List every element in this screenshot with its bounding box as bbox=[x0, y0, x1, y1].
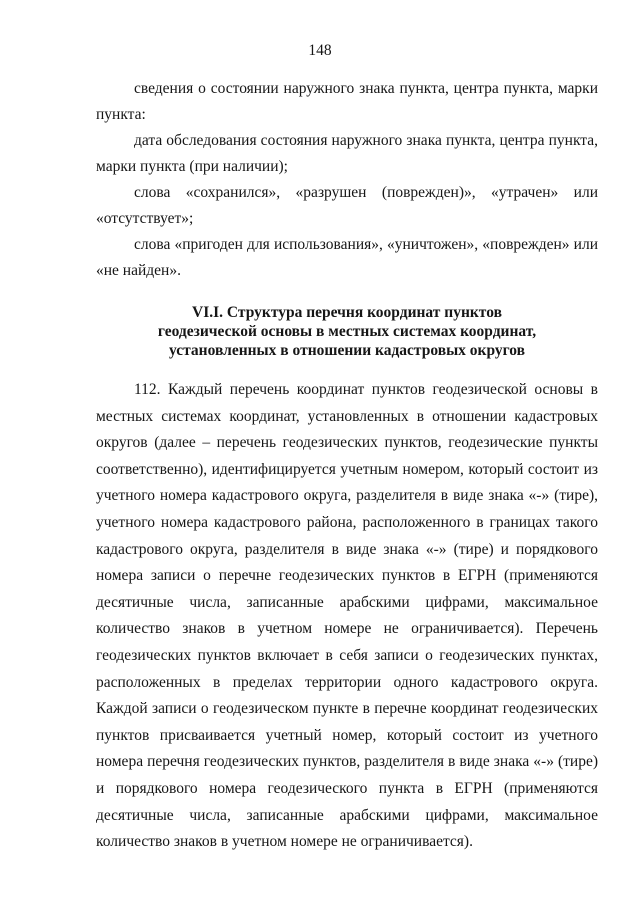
section-heading-line-3: установленных в отношении кадастровых округов bbox=[168, 342, 526, 359]
section-heading bbox=[96, 303, 598, 360]
paragraph-112: 112. Каждый перечень координат пунктов геодезической основы в местных системах координат, установленных в отношении кадастровых округов (далее – перечень геодезических пунктов, геодезические пункты соответственно), идентифицируется учетным номером, который состоит из учетного номера кадастрового округа, разделителя в виде знака «-» (тире), учетного номера кадастрового района, расположенного в границах такого кадастрового округа, разделителя в виде знака «-» (тире) и порядкового номера записи о перечне геодезических пунктов в ЕГРН (применяются десятичные числа, записанные арабскими цифрами, максимальное количество знаков в учетном номере не ограничивается). Перечень геодезических пунктов включает в себя записи о геодезических пунктах, расположенных в пределах территории одного кадастрового округа. Каждой записи о геодезическом пункте в перечне координат геодезических пунктов присваивается учетный номер, который состоит из учетного номера перечня геодезических пунктов, разделителя в виде знака «-» (тире) и порядкового номера геодезического пункта в ЕГРН (применяются десятичные числа, записанные арабскими цифрами, максимальное количество знаков в учетном номере не ограничивается). bbox=[96, 381, 598, 851]
intro-section bbox=[96, 76, 598, 284]
section-heading-line-2: геодезической основы в местных системах координат, bbox=[157, 323, 537, 340]
paragraph-status-info: сведения о состоянии наружного знака пункта, центра пункта, марки пункта: bbox=[96, 80, 598, 123]
paragraph-inspection-date: дата обследования состояния наружного знака пункта, центра пункта, марки пункта (при наличии); bbox=[96, 132, 598, 175]
paragraph-usability-words: слова «пригоден для использования», «уничтожен», «поврежден» или «не найден». bbox=[96, 236, 598, 279]
paragraph-condition-words: слова «сохранился», «разрушен (поврежден)», «утрачен» или «отсутствует»; bbox=[96, 184, 598, 227]
main-section bbox=[96, 377, 598, 856]
section-heading-line-1: VI.I. Структура перечня координат пунктов bbox=[192, 304, 502, 321]
page-number: 148 bbox=[308, 42, 332, 59]
